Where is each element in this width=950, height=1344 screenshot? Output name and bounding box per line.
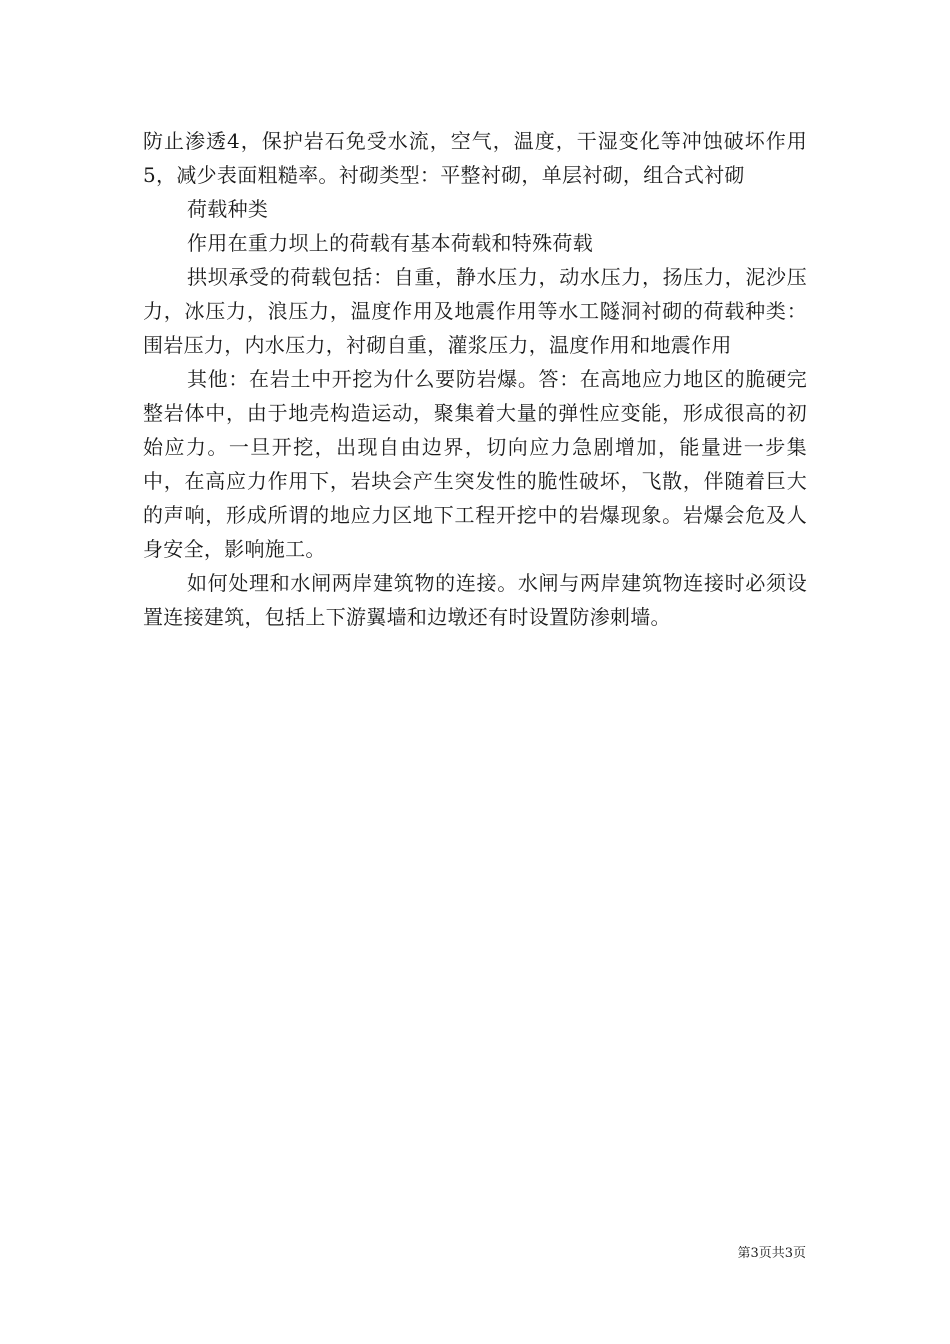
paragraph-arch-dam-loads: 拱坝承受的荷载包括：自重，静水压力，动水压力，扬压力，泥沙压力，冰压力，浪压力，温度作用及地震作用等水工隧洞衬砌的荷载种类：围岩压力，内水压力，衬砌自重，灌浆压力，温度作用和地震作用	[143, 265, 807, 357]
paragraph-rockburst: 其他：在岩土中开挖为什么要防岩爆。答：在高地应力地区的脆硬完整岩体中，由于地壳构造运动，聚集着大量的弹性应变能，形成很高的初始应力。一旦开挖，出现自由边界，切向应力急剧增加，能量进一步集中，在高应力作用下，岩块会产生突发性的脆性破坏，飞散，伴随着巨大的声响，形成所谓的地应力区地下工程开挖中的岩爆现象。岩爆会危及人身安全，影响施工。	[143, 367, 807, 561]
paragraph-lining-purpose: 防止渗透4，保护岩石免受水流，空气，温度，干湿变化等冲蚀破坏作用5，减少表面粗糙率。衬砌类型：平整衬砌，单层衬砌，组合式衬砌	[143, 129, 807, 187]
heading-load-types: 荷载种类	[187, 197, 269, 221]
paragraph-sluice-connection: 如何处理和水闸两岸建筑物的连接。水闸与两岸建筑物连接时必须设置连接建筑，包括上下游翼墙和边墩还有时设置防渗刺墙。	[143, 571, 807, 629]
document-body	[143, 124, 807, 634]
paragraph-gravity-dam-loads: 作用在重力坝上的荷载有基本荷载和特殊荷载	[187, 231, 593, 255]
page-number-footer: 第3页共3页	[737, 1246, 806, 1261]
